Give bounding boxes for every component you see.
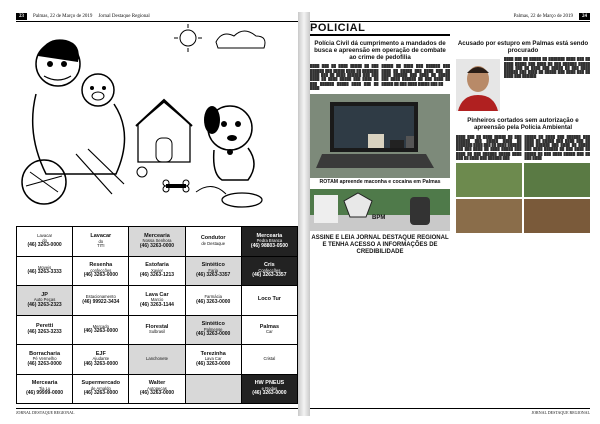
ad-1: Lavacar do (46) 3263-0000 xyxy=(17,227,72,256)
left-page-number: 23 xyxy=(16,13,27,20)
story1-body xyxy=(310,64,450,90)
right-footer-name: JORNAL DESTAQUE REGIONAL xyxy=(531,410,590,415)
right-column xyxy=(456,40,590,233)
ad-2: Lavacar do TITI xyxy=(73,227,128,256)
forest-photo-2 xyxy=(524,163,590,197)
story2-text: ████ ███ ██ █████ ██ ███████ ████ ███ ██ ████ █████ ███ ████ ██ ███ ██████ █████ ████ ███ ██ ████ ███ █████ ██ ███ ████ ██████ ███ ████ ██ █████ ███ ████ ███ ██ ████ ███ ██████ xyxy=(504,57,590,79)
story2-body xyxy=(456,57,590,78)
ad-30: HW PNEUS e Rodas (46) 3263-0000 xyxy=(242,375,297,404)
ad-19: Sintético Palmense (46) 3263-0000 xyxy=(186,316,241,345)
ad-10: Cris Confecções (46) 3263-3357 xyxy=(242,257,297,286)
coloring-drawing xyxy=(16,24,298,222)
story1-col-b: █████ ██ ████ ███ ██████ ███ ████ ██ █████ ███ ████ ███ ██ ████ ██████ ███ ████ ██ █████ ███ ████ ██████ ██ ███ ████ ██ █████ ██ ███ ████ █████ ███ ██ xyxy=(381,64,450,86)
ad-3: Mercearia Nossa Senhora (46) 3263-0000 xyxy=(129,227,184,256)
ad-26: Mercearia Tia Lu (46) 99999-0000 xyxy=(17,375,72,404)
ad-28: Walter Autopeças (46) 3263-0000 xyxy=(129,375,184,404)
left-footer xyxy=(16,408,298,416)
right-footer xyxy=(310,408,590,416)
story1-col-a: ████ ███ ██ ████ █████ ██ ███ ██████ ███ █████ ████ ██ ███████ ████ ███ ██ ████ ██████ ███ ███ ████ ██ ████ █████ ███ ████ ██ ███ ██████ █████ ████ ███ ██ ████ xyxy=(310,64,379,90)
story3-body xyxy=(456,135,590,161)
ad-8: Estofaria Xavier (46) 3263-1213 xyxy=(129,257,184,286)
spread-gutter xyxy=(298,12,310,416)
left-footer-name: JORNAL DESTAQUE REGIONAL xyxy=(16,410,75,415)
bpm-label: BPM xyxy=(372,215,386,222)
story1-headline: Polícia Civil dá cumprimento a mandados de busca e apreensão em operação de combate ao crime de pedofilia xyxy=(314,40,446,62)
ad-29 xyxy=(186,375,241,404)
ad-25: Cristal xyxy=(242,345,297,374)
ad-16: Peretti (46) 3263-3233 xyxy=(17,316,72,345)
left-paper-name: Jornal Destaque Regional xyxy=(98,14,150,19)
ad-13: Lava Car Marcio (46) 3263-1144 xyxy=(129,286,184,315)
ad-6: Moveis (46) 3263-3333 xyxy=(17,257,72,286)
ad-18: Florestal Sulbrasil xyxy=(129,316,184,345)
photo1-caption: ROTAM apreende maconha e cocaína em Palmas xyxy=(319,179,441,186)
story3-col-a: ████ ███ ██ ████ █████ ██ ███ ██████ ███ █████ ████ ██ ███████ ████ ███ ██ ████ ██████ ███ ███ ████ ██ ████ █████ ███ ████ ██ ███ ██████ █████ ████ ███ ██ ████ ███ ██████ ███ xyxy=(456,134,522,160)
subscription-promo: ASSINE E LEIA JORNAL DESTAQUE REGIONAL E TENHA ACESSO A INFORMAÇÕES DE CREDIBILIDADE xyxy=(311,235,449,256)
section-title: POLICIAL xyxy=(310,22,450,36)
ad-22: EJF Ajudante (46) 3263-0000 xyxy=(73,345,128,374)
right-page xyxy=(310,12,590,416)
left-column xyxy=(310,40,450,257)
seized-goods-photo-2 xyxy=(524,199,590,233)
ad-5: Mercearia Pedra Branca (46) 98803-0500 xyxy=(242,227,297,256)
story3-photos xyxy=(456,163,590,233)
suspect-portrait xyxy=(456,59,500,111)
right-date: Palmas, 22 de Março de 2019 xyxy=(513,14,573,19)
ad-12: Estacionamento (46) 99922-3434 xyxy=(73,286,128,315)
ad-20: Palmas Car xyxy=(242,316,297,345)
story2-headline: Acusado por estupro em Palmas está sendo procurado xyxy=(457,40,589,55)
coloring-illustration xyxy=(16,24,298,222)
bpm-image xyxy=(310,189,450,231)
left-running-head xyxy=(16,12,298,22)
seized-items-photo xyxy=(310,94,450,178)
left-date: Palmas, 22 de Março de 2019 xyxy=(33,14,93,19)
ad-21: Borracharia Pé Vermelho (46) 3263-0000 xyxy=(17,345,72,374)
ad-9: Sintético Faria (46) 3263-3357 xyxy=(186,257,241,286)
forest-photo-1 xyxy=(456,163,522,197)
laptop-image xyxy=(310,94,450,178)
ad-4: Condutor de Destaque xyxy=(186,227,241,256)
ad-24: Terezinha Lava Car (46) 3263-0000 xyxy=(186,345,241,374)
classified-ads-grid xyxy=(16,226,298,404)
story3-col-b: █████ ██ ████ ███ ██████ ███ ████ ██ █████ ███ ████ ███ ██ ████ ██████ ███ ████ ██ █████ ███ ████ ██████ ██ ███ ████ ██ █████ ██ ███ ████ █████ ███ ██ ███ ████ xyxy=(524,134,590,160)
ad-11: JP Auto Peças (46) 3263-2323 xyxy=(17,286,72,315)
right-running-head xyxy=(310,12,590,22)
left-page xyxy=(16,12,298,416)
bpm-photo xyxy=(310,189,450,231)
ad-17: Mercado (46) 3263-0000 xyxy=(73,316,128,345)
portrait-image xyxy=(456,59,500,111)
seized-goods-photo-1 xyxy=(456,199,522,233)
story3-headline: Pinheiros cortados sem autorização e apreensão pela Polícia Ambiental xyxy=(467,117,579,132)
ad-23: Lanchonete xyxy=(129,345,184,374)
right-page-number: 24 xyxy=(579,13,590,20)
ad-27: Supermercado de Arnaldo (46) 3263-0000 xyxy=(73,375,128,404)
ad-14: Farmácia (46) 3263-0000 xyxy=(186,286,241,315)
ad-7: Resenha confecções (46) 3263-0000 xyxy=(73,257,128,286)
ad-15: Loco Tur xyxy=(242,286,297,315)
